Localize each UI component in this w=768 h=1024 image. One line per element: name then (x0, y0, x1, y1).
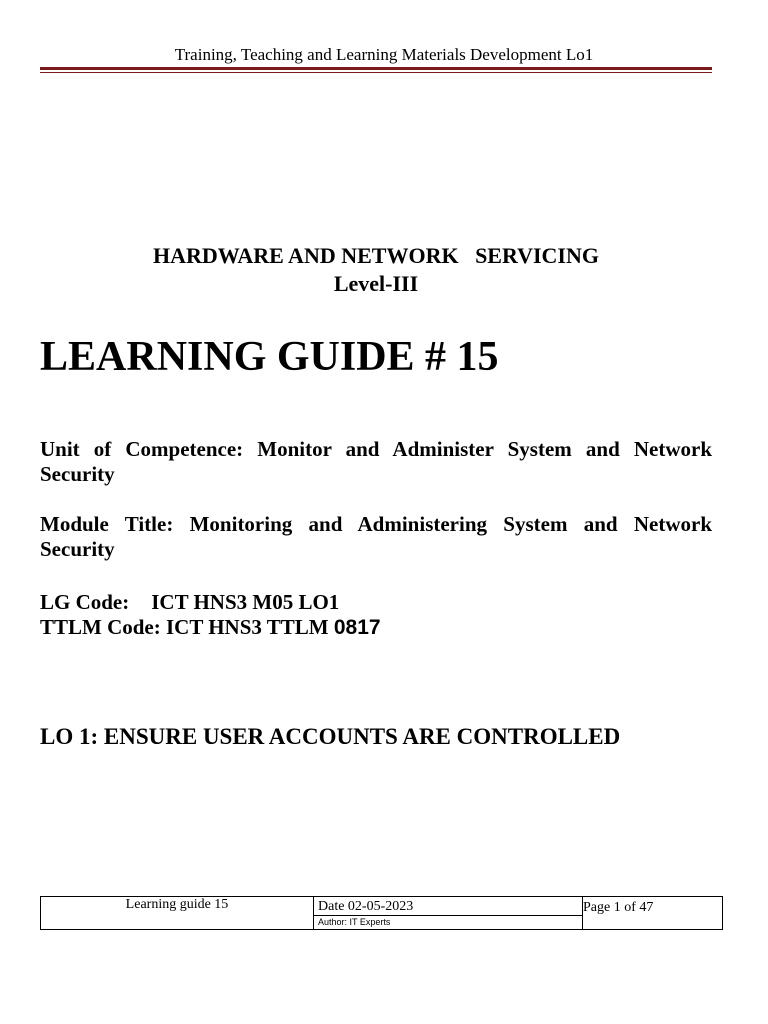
level-label: Level-III (333, 271, 419, 296)
ttlm-code-value: ICT HNS3 TTLM (166, 615, 329, 639)
lg-code (40, 590, 712, 615)
module-title: Module Title: Monitoring and Administering System and Network Security (40, 512, 712, 561)
lg-code-label: LG Code: (40, 590, 130, 614)
header-rule-thick (40, 67, 712, 70)
footer-date-cell (314, 897, 583, 930)
ttlm-code-number: 0817 (333, 616, 381, 639)
footer-page-number: Page 1 of 47 (583, 900, 654, 915)
header-rule-thin (40, 72, 712, 73)
footer-author: Author: IT Experts (318, 917, 391, 927)
learning-guide-title: LEARNING GUIDE # 15 (40, 334, 499, 380)
footer-guide-cell (41, 897, 314, 930)
page-header-title: Training, Teaching and Learning Materials Development Lo1 (174, 45, 594, 64)
footer-table (40, 896, 723, 930)
unit-of-competence: Unit of Competence: Monitor and Administer System and Network Security (40, 437, 712, 486)
footer-guide: Learning guide 15 (125, 897, 229, 912)
lg-code-value: ICT HNS3 M05 LO1 (151, 590, 340, 614)
footer-date: Date 02-05-2023 (314, 897, 582, 916)
ttlm-code (40, 615, 712, 640)
program-title: HARDWARE AND NETWORK SERVICING (152, 243, 599, 268)
footer-page-cell (583, 897, 723, 930)
ttlm-code-label: TTLM Code: (40, 615, 161, 639)
lo-heading: LO 1: ENSURE USER ACCOUNTS ARE CONTROLLED (40, 724, 621, 749)
